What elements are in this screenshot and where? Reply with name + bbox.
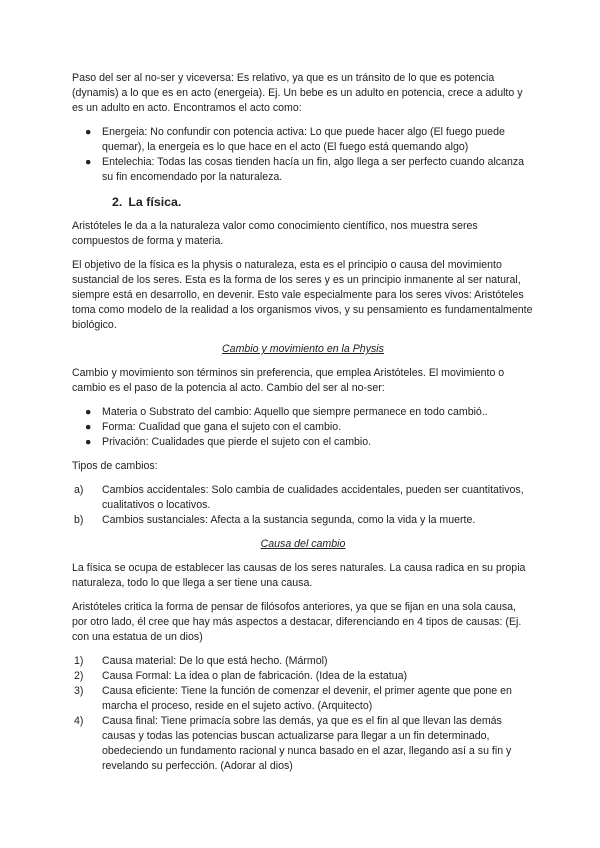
causa-subtitle: Causa del cambio xyxy=(260,538,346,550)
list-item-text: Cambios sustanciales: Afecta a la sustancia segunda, como la vida y la muerte. xyxy=(102,514,476,526)
list-marker: a) xyxy=(74,484,84,496)
list-item-text: Energeia: No confundir con potencia activa: Lo que puede hacer algo (El fuego puede quemar), la energeia es lo que hace en el acto (El fuego está quemando algo) xyxy=(102,126,505,153)
cambio-list xyxy=(72,405,534,450)
bullet-icon: ● xyxy=(85,126,92,138)
list-item-text: Entelechia: Todas las cosas tienden hacía un fin, algo llega a ser perfecto cuando alcanza su fin encomendado por la naturaleza. xyxy=(102,156,525,183)
cambio-subtitle: Cambio y movimiento en la Physis xyxy=(222,343,384,355)
causa-paragraph-1: La física se ocupa de establecer las causas de los seres naturales. La causa radica en su propia naturaleza, todo lo que llega a ser tiene una causa. xyxy=(72,562,526,589)
list-item-text: Privación: Cualidades que pierde el sujeto con el cambio. xyxy=(102,436,372,448)
list-item xyxy=(72,125,534,155)
causas-list xyxy=(72,654,534,774)
list-item xyxy=(72,155,534,185)
list-marker: 3) xyxy=(74,685,84,697)
fisica-paragraph-1: Aristóteles le da a la naturaleza valor como conocimiento científico, nos muestra seres compuestos de forma y materia. xyxy=(72,220,478,247)
section-title: La física. xyxy=(128,195,182,209)
causa-paragraph-2: Aristóteles critica la forma de pensar de filósofos anteriores, ya que se fijan en una sola causa, por otro lado, él cree que hay más aspectos a destacar, diferenciando en 4 tipos de causas: (Ej. con una estatua de un dios) xyxy=(72,601,522,643)
list-item-text: Causa final: Tiene primacía sobre las demás, ya que es el fin al que llevan las demás causas y todas las potencias buscan actualizarse para llegar a un fin determinado, obedeciendo un fundamento racional y nunca basado en el azar, llegando así a su fin y revelando su perfección. (Adorar al dios) xyxy=(102,715,512,772)
list-item-text: Causa material: De lo que está hecho. (Mármol) xyxy=(102,655,328,667)
bullet-icon: ● xyxy=(85,406,92,418)
intro-paragraph: Paso del ser al no-ser y viceversa: Es relativo, ya que es un tránsito de lo que es potencia (dynamis) a lo que es en acto (energeia). Ej. Un bebe es un adulto en potencia, crece a adulto y es un adulto en acto. Encontramos el acto como: xyxy=(72,72,523,114)
tipos-list xyxy=(72,483,534,528)
section-heading xyxy=(72,194,534,210)
list-item xyxy=(72,405,534,420)
list-item xyxy=(72,513,534,528)
list-marker: 2) xyxy=(74,670,84,682)
list-item-text: Materia o Substrato del cambio: Aquello que siempre permanece en todo cambió.. xyxy=(102,406,488,418)
document-page xyxy=(72,71,534,783)
list-marker: b) xyxy=(74,514,84,526)
list-item-text: Forma: Cualidad que gana el sujeto con el cambio. xyxy=(102,421,342,433)
list-item xyxy=(72,483,534,513)
section-number: 2. xyxy=(112,195,123,209)
list-item xyxy=(72,684,534,714)
bullet-icon: ● xyxy=(85,436,92,448)
list-item xyxy=(72,420,534,435)
acto-list xyxy=(72,125,534,185)
tipos-label: Tipos de cambios: xyxy=(72,460,158,472)
fisica-paragraph-2: El objetivo de la física es la physis o naturaleza, esta es el principio o causa del movimiento sustancial de los seres. Esta es la forma de los seres y es un principio inmanente al ser natural, siempre está en desarrollo, en devenir. Esto vale especialmente para los seres vivos: Aristóteles toma como modelo de la realidad a los organismos vivos, y su pensamiento es fundamentalmente biológico. xyxy=(72,259,533,331)
list-item xyxy=(72,654,534,669)
list-item-text: Causa Formal: La idea o plan de fabricación. (Idea de la estatua) xyxy=(102,670,408,682)
list-item-text: Cambios accidentales: Solo cambia de cualidades accidentales, pueden ser cuantitativos, cualitativos o locativos. xyxy=(102,484,524,511)
list-item xyxy=(72,714,534,774)
list-marker: 1) xyxy=(74,655,84,667)
bullet-icon: ● xyxy=(85,156,92,168)
list-item xyxy=(72,669,534,684)
list-item-text: Causa eficiente: Tiene la función de comenzar el devenir, el primer agente que pone en marcha el proceso, reside en el sujeto activo. (Arquitecto) xyxy=(102,685,512,712)
list-marker: 4) xyxy=(74,715,84,727)
bullet-icon: ● xyxy=(85,421,92,433)
cambio-paragraph: Cambio y movimiento son términos sin preferencia, que emplea Aristóteles. El movimiento o cambio es el paso de la potencia al acto. Cambio del ser al no-ser: xyxy=(72,367,505,394)
list-item xyxy=(72,435,534,450)
